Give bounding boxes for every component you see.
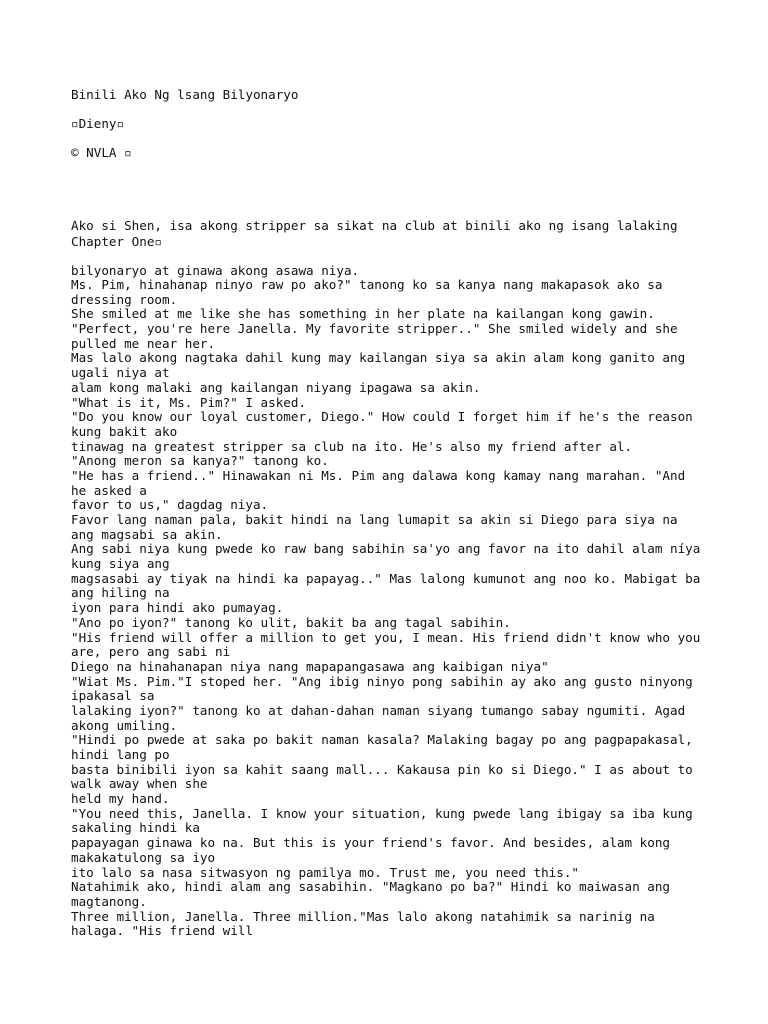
author-name: ▫Dieny▫	[71, 116, 125, 131]
body-line: he asked a	[71, 482, 147, 498]
body-line: kung siya ang	[71, 556, 170, 572]
body-line: "Hindi po pwede at saka po bakit naman kasala? Malaking bagay po ang pagpapakasal,	[71, 732, 693, 748]
body-line: hindi lang po	[71, 747, 170, 762]
body-line: Natahimik ako, hindi alam ang sasabihin. "Magkano po ba?" Hindi ko maiwasan ang	[71, 879, 670, 895]
body-line: magsasabi ay tiyak na hindi ka papayag.." Mas lalong kumunot ang noo ko. Mabigat ba	[71, 570, 701, 586]
body-line: alam kong malaki ang kailangan niyang ipagawa sa akin.	[71, 379, 481, 395]
body-line: kung bakit ako	[71, 423, 178, 439]
body-line: "He has a friend.." Hinawakan ni Ms. Pim ang dalawa kong kamay nang marahan. "And	[71, 467, 686, 483]
body-line: held my hand.	[71, 791, 170, 807]
body-line: Ang sabi niya kung pwede ko raw bang sabihin sa'yo ang favor na ito dahil alam níya	[71, 541, 701, 557]
body-line: ito lalo sa nasa sitwasyon ng pamilya mo. Trust me, you need this."	[71, 864, 579, 880]
body-line: makakatulong sa iyo	[71, 849, 216, 865]
body-line: ang hiling na	[71, 585, 170, 601]
body-line: ang magsabi sa akin.	[71, 526, 223, 542]
copyright-notice: © NVLA ▫	[71, 145, 132, 160]
body-line: lalaking iyon?" tanong ko at dahan-dahan naman siyang tumango sabay ngumiti. Agad	[71, 702, 686, 718]
body-line: papayagan ginawa ko na. But this is your friend's favor. And besides, alam kong	[71, 835, 670, 851]
document-title: Binili Ako Ng lsang Bilyonaryo	[71, 87, 299, 102]
body-line: Favor lang naman pala, bakit hindi na lang lumapit sa akin si Diego para siya na	[71, 512, 678, 527]
body-line: walk away when she	[71, 776, 208, 792]
body-line: magtanong.	[71, 893, 147, 909]
body-line: pulled me near her.	[71, 335, 216, 351]
body-line: "You need this, Janella. I know your situation, kung pwede lang ibigay sa iba kung	[71, 805, 693, 821]
body-line: "Perfect, you're here Janella. My favorite stripper.." She smiled widely and she	[71, 321, 678, 337]
body-line: halaga. "His friend will	[71, 923, 253, 939]
body-line: She smiled at me like she has something in her plate na kailangan kong gawin.	[71, 306, 655, 322]
body-line: tinawag na greatest stripper sa club na ito. He's also my friend after al.	[71, 438, 633, 454]
body-line: ugali niya at	[71, 365, 170, 381]
body-line: "Wiat Ms. Pim."I stoped her. "Ang ibig ninyo pong sabihin ay ako ang gusto ninyong	[71, 673, 693, 689]
chapter-body	[71, 278, 700, 939]
body-line: "Ano po iyon?" tanong ko ulit, bakit ba ang tagal sabihin.	[71, 614, 511, 630]
body-line: "Anong meron sa kanya?" tanong ko.	[71, 453, 329, 469]
body-line: are, pero ang sabi ni	[71, 644, 231, 660]
body-line: basta binibili iyon sa kahit saang mall... Kakausa pin ko si Diego." I as about to	[71, 761, 693, 777]
body-line: ipakasal sa	[71, 688, 155, 704]
chapter-heading: Chapter One▫	[71, 234, 162, 249]
body-line: iyon para hindi ako pumayag.	[71, 600, 284, 616]
body-line: "What is it, Ms. Pim?" I asked.	[71, 394, 307, 410]
body-line: Diego na hinahanapan niya nang mapapangasawa ang kaibigan niya"	[71, 658, 549, 674]
body-line: dressing room.	[71, 291, 178, 307]
body-line: "Do you know our loyal customer, Diego." How could I forget him if he's the reason	[71, 409, 693, 425]
body-line: Mas lalo akong nagtaka dahil kung may kailangan siya sa akin alam kong ganito ang	[71, 350, 686, 366]
synopsis-line: bilyonaryo at ginawa akong asawa niya.	[71, 262, 360, 278]
body-line: favor to us," dagdag niya.	[71, 497, 269, 513]
body-line: "His friend will offer a million to get you, I mean. His friend didn't know who you	[71, 629, 701, 645]
body-line: Ms. Pim, hinahanap ninyo raw po ako?" tanong ko sa kanya nang makapasok ako sa	[71, 277, 663, 292]
synopsis-line: Ako si Shen, isa akong stripper sa sikat na club at binili ako ng isang lalaking	[71, 218, 678, 234]
body-line: Three million, Janella. Three million."Mas lalo akong natahimik sa narinig na	[71, 908, 655, 924]
body-line: akong umiling.	[71, 717, 178, 733]
body-line: sakaling hindi ka	[71, 820, 200, 836]
